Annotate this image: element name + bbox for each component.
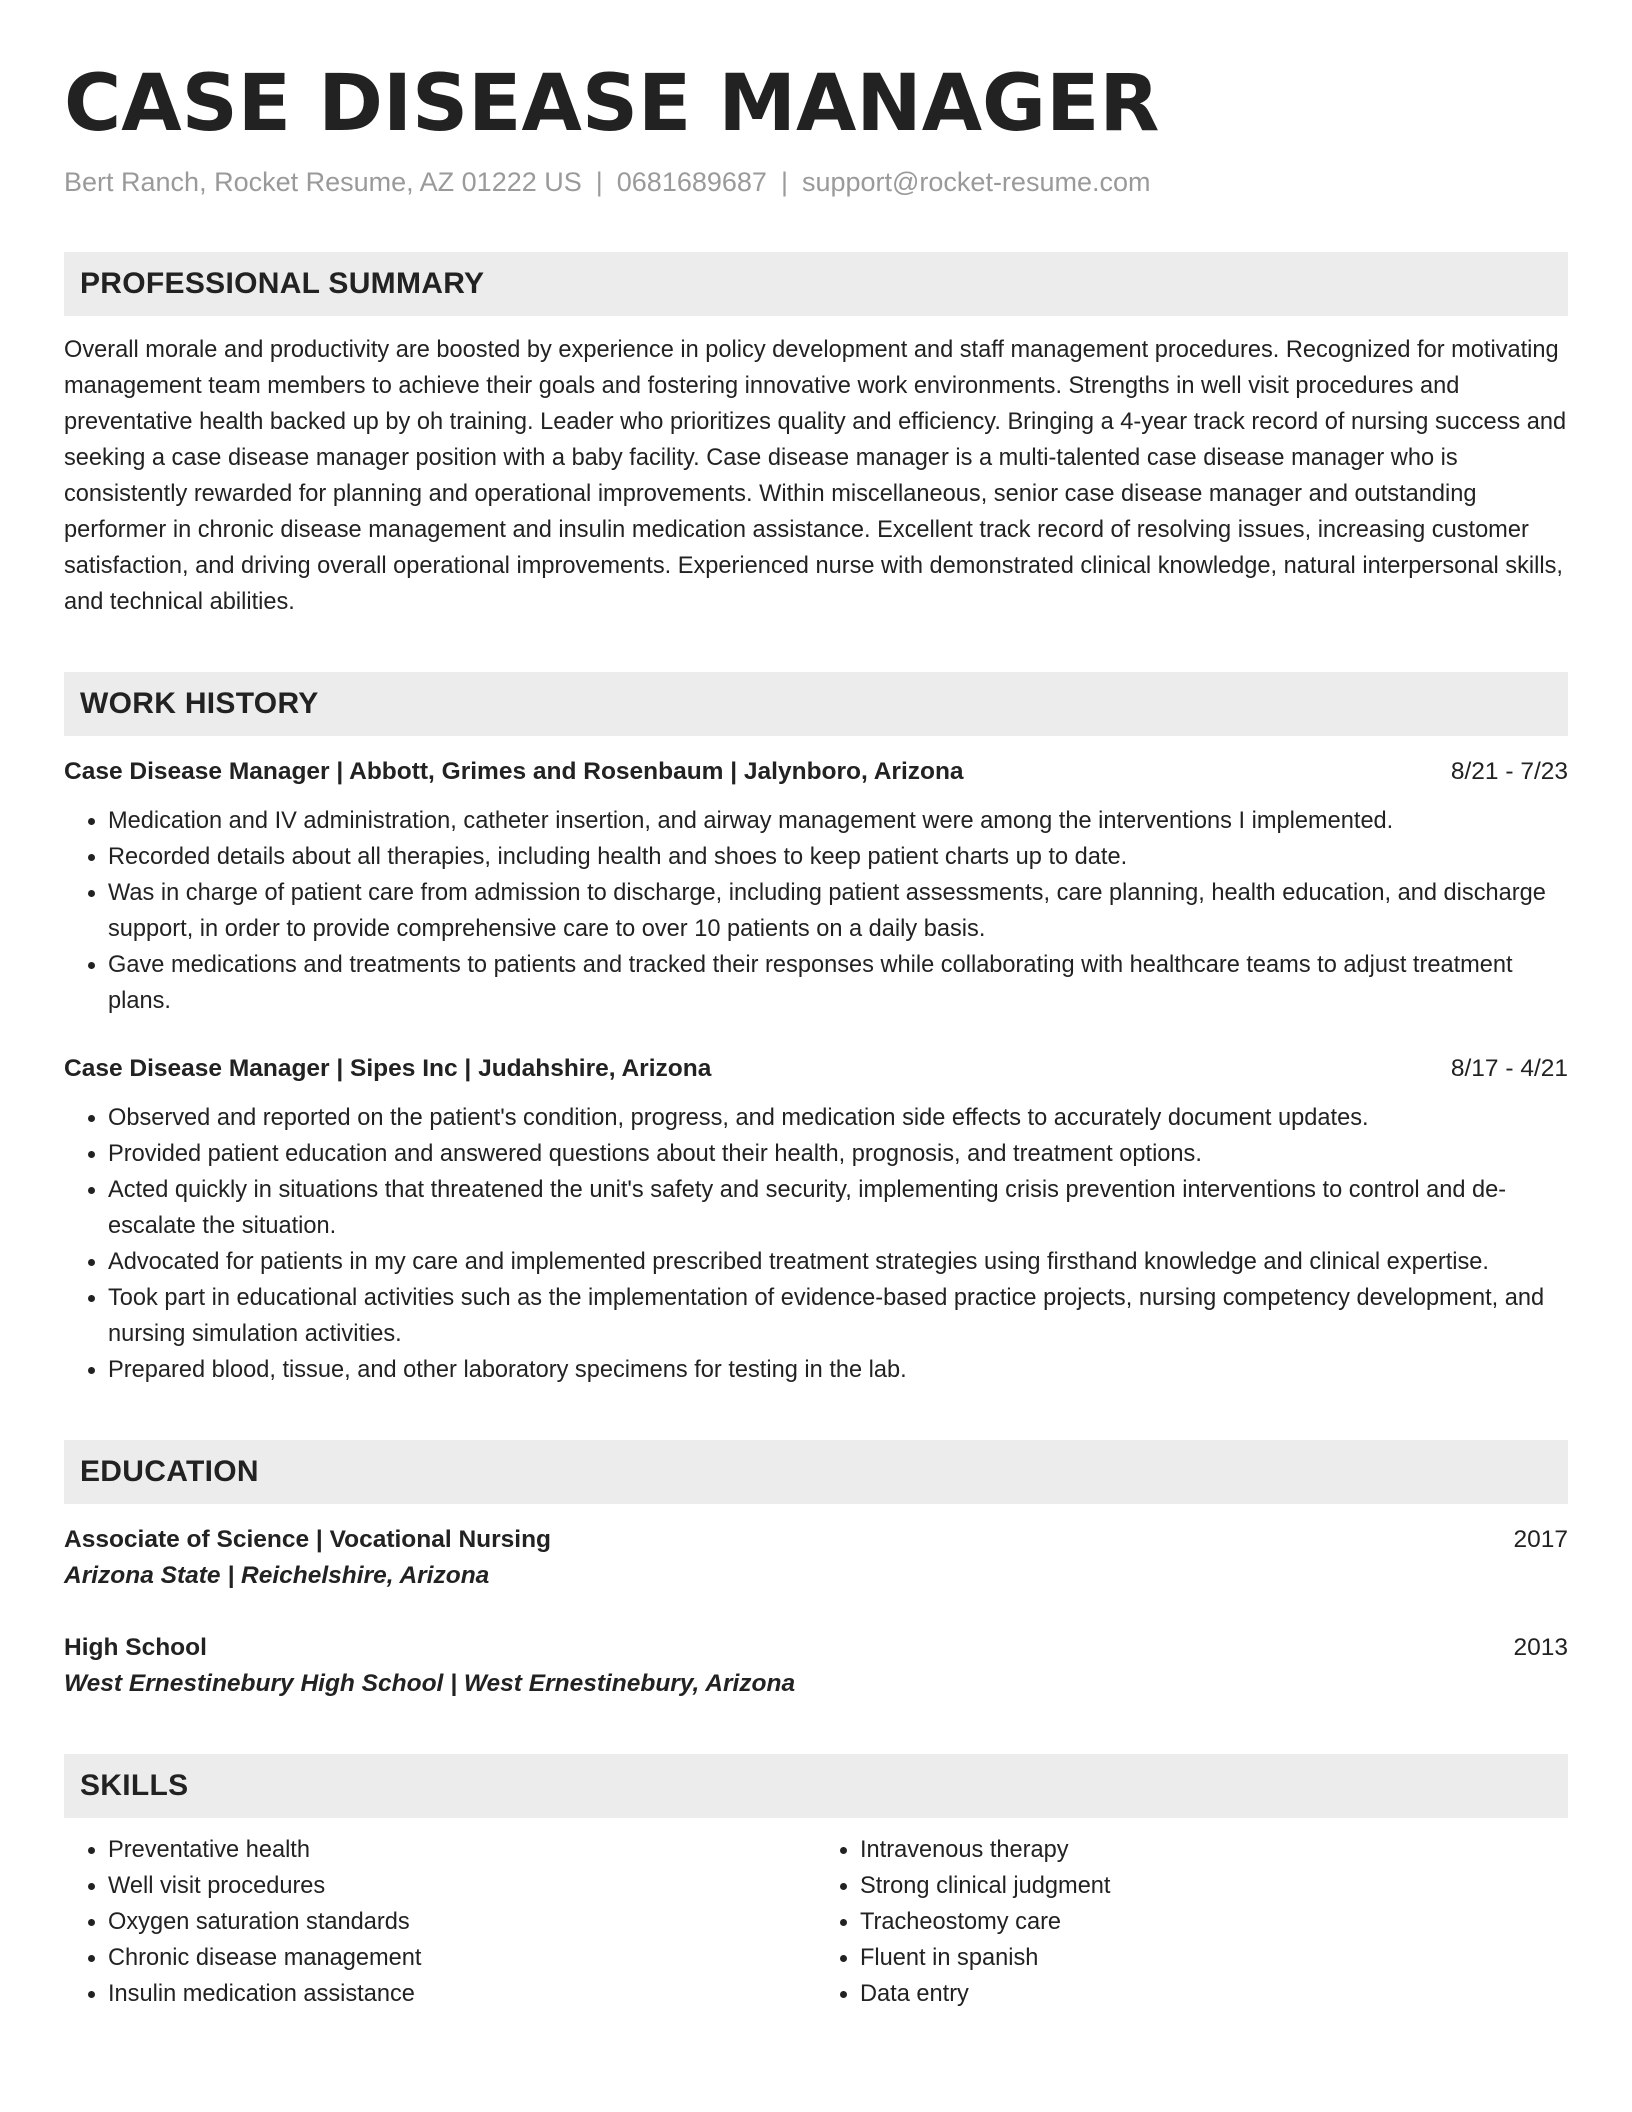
skill-item: • Tracheostomy care [860,1904,1568,1940]
education-school: West Ernestinebury High School | West Ernestinebury, Arizona [64,1670,796,1697]
contact-line [64,164,1568,200]
education-year: 2017 [1513,1526,1568,1553]
skill-item: • Insulin medication assistance [108,1976,816,2012]
skill-item: • Chronic disease management [108,1940,816,1976]
education-entry [64,1522,1568,1594]
job-bullet: • Gave medications and treatments to patients and tracked their responses while collaborating with healthcare teams to adjust treatment plans. [108,947,1568,1019]
skill-item: • Fluent in spanish [860,1940,1568,1976]
job-bullet: • Was in charge of patient care from admission to discharge, including patient assessments, care planning, health education, and discharge support, in order to provide comprehensive care to over 10 patients on a daily basis. [108,875,1568,947]
job-header [64,754,1568,790]
contact-separator: | [780,167,788,197]
education-year: 2013 [1513,1634,1568,1661]
skills-left-column [64,1832,816,2012]
job-bullet: • Took part in educational activities such as the implementation of evidence-based practice projects, nursing competency development, and nursing simulation activities. [108,1280,1568,1352]
summary-section-header [64,252,1568,316]
education-entry [64,1630,1568,1702]
skills-right-column [816,1832,1568,2012]
contact-phone: 0681689687 [616,167,767,197]
education-degree: High School [64,1634,207,1661]
skill-item: • Intravenous therapy [860,1832,1568,1868]
education-section-header [64,1440,1568,1504]
job-bullet: • Provided patient education and answered questions about their health, prognosis, and treatment options. [108,1136,1568,1172]
skill-item: • Strong clinical judgment [860,1868,1568,1904]
summary-text: Overall morale and productivity are boosted by experience in policy development and staff management procedures. Recognized for motivating management team members to achieve their goals and fostering innovative work environments. Strengths in well visit procedures and preventative health backed up by oh training. Leader who prioritizes quality and efficiency. Bringing a 4-year track record of nursing success and seeking a case disease manager position with a baby facility. Case disease manager is a multi-talented case disease manager who is consistently rewarded for planning and operational improvements. Within miscellaneous, senior case disease manager and outstanding performer in chronic disease management and insulin medication assistance. Excellent track record of resolving issues, increasing customer satisfaction, and driving overall operational improvements. Experienced nurse with demonstrated clinical knowledge, natural interpersonal skills, and technical abilities. [64,337,1567,615]
education-heading: EDUCATION [80,1455,259,1488]
job-bullet: • Medication and IV administration, catheter insertion, and airway management were among the interventions I implemented. [108,803,1568,839]
education-school: Arizona State | Reichelshire, Arizona [64,1562,490,1589]
job-title: Case Disease Manager | Sipes Inc | Judahshire, Arizona [64,1055,712,1082]
job-bullets [64,803,1568,1019]
skills-heading: SKILLS [80,1769,189,1802]
skill-item: • Oxygen saturation standards [108,1904,816,1940]
education-header [64,1630,1568,1666]
work-heading: WORK HISTORY [80,687,319,720]
education-header [64,1522,1568,1558]
job-bullet: • Advocated for patients in my care and implemented prescribed treatment strategies using firsthand knowledge and clinical expertise. [108,1244,1568,1280]
job-bullets [64,1100,1568,1388]
skill-item: • Preventative health [108,1832,816,1868]
skills-columns [64,1832,1568,2012]
job-dates: 8/17 - 4/21 [1450,1055,1568,1082]
contact-separator: | [595,167,603,197]
job-bullet: • Recorded details about all therapies, including health and shoes to keep patient charts up to date. [108,839,1568,875]
job-entry [64,1051,1568,1388]
job-bullet: • Prepared blood, tissue, and other laboratory specimens for testing in the lab. [108,1352,1568,1388]
work-section-header [64,672,1568,736]
job-entry [64,754,1568,1019]
contact-email: support@rocket-resume.com [801,167,1151,197]
job-header [64,1051,1568,1087]
job-bullet: • Observed and reported on the patient's condition, progress, and medication side effects to accurately document updates. [108,1100,1568,1136]
job-dates: 8/21 - 7/23 [1450,758,1568,785]
summary-heading: PROFESSIONAL SUMMARY [80,267,485,300]
education-degree: Associate of Science | Vocational Nursing [64,1526,552,1553]
resume-name: CASE DISEASE MANAGER [64,59,1160,149]
skills-section-header [64,1754,1568,1818]
job-title: Case Disease Manager | Abbott, Grimes and Rosenbaum | Jalynboro, Arizona [64,758,964,785]
skill-item: • Data entry [860,1976,1568,2012]
skill-item: • Well visit procedures [108,1868,816,1904]
job-bullet: • Acted quickly in situations that threatened the unit's safety and security, implementing crisis prevention interventions to control and de-escalate the situation. [108,1172,1568,1244]
contact-address: Bert Ranch, Rocket Resume, AZ 01222 US [64,167,582,197]
